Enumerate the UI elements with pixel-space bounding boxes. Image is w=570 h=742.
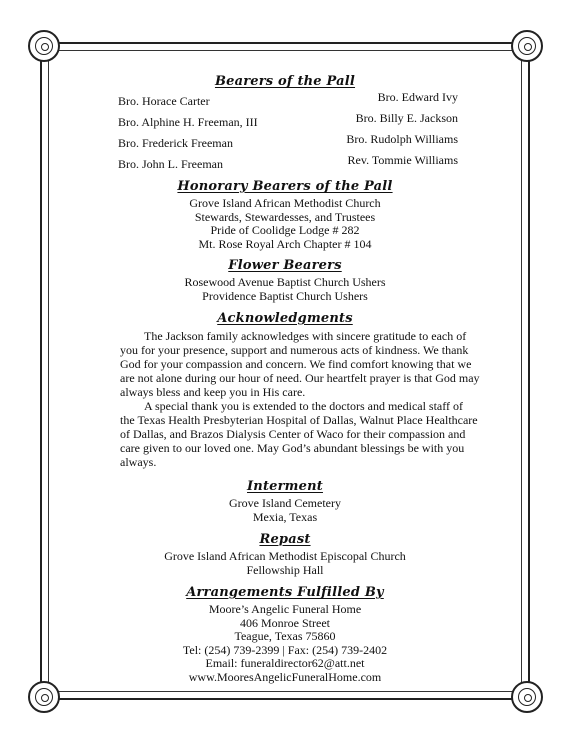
- funeral-home-email[interactable]: Email: funeraldirector62@att.net: [205, 656, 365, 670]
- acknowledgments-paragraph: The Jackson family acknowledges with sincere gratitude to each of you for your presence, support and numerous acts of kindness. We thank God for your compassion and concern. We find comfort knowing that we are not alone during our hour of need. Our heartfelt prayer is that God may always bless and keep you in His care.: [120, 329, 480, 399]
- corner-ornament-icon: [511, 681, 543, 713]
- interment-heading: Interment: [247, 479, 323, 494]
- honorary-heading: Honorary Bearers of the Pall: [177, 179, 393, 194]
- flower-heading: Flower Bearers: [228, 258, 342, 273]
- bearers-heading: Bearers of the Pall: [214, 74, 356, 89]
- bearer-name: Bro. Horace Carter: [118, 94, 210, 108]
- bearer-name: Bro. John L. Freeman: [118, 157, 223, 171]
- funeral-home-name: Moore’s Angelic Funeral Home: [208, 602, 362, 616]
- honorary-line: Grove Island African Methodist Church: [189, 196, 381, 210]
- honorary-line: Mt. Rose Royal Arch Chapter # 104: [198, 236, 372, 251]
- acknowledgments-heading: Acknowledgments: [217, 311, 353, 326]
- repast-line: Fellowship Hall: [246, 562, 324, 577]
- interment-line: Grove Island Cemetery: [229, 496, 341, 510]
- program-page: [56, 74, 514, 684]
- bearers-left-column: [118, 95, 258, 179]
- bearer-name: Bro. Edward Ivy: [377, 90, 458, 104]
- acknowledgments-paragraph: A special thank you is extended to the doctors and medical staff of the Texas Health Presbyterian Hospital of Dallas, Walnut Place Healthcare of Dallas, and Brazos Dialysis Center of Waco for their compassion and care given to our loved one. May God’s abundant blessings be with you always.: [120, 399, 478, 469]
- corner-ornament-icon: [28, 681, 60, 713]
- interment-line: Mexia, Texas: [252, 509, 318, 524]
- honorary-line: Stewards, Stewardesses, and Trustees: [194, 209, 376, 224]
- funeral-home-website[interactable]: www.MooresAngelicFuneralHome.com: [188, 669, 382, 684]
- honorary-line: Pride of Coolidge Lodge # 282: [210, 223, 360, 237]
- funeral-home-city: Teague, Texas 75860: [234, 629, 336, 643]
- flower-line: Rosewood Avenue Baptist Church Ushers: [184, 275, 386, 289]
- bearer-name: Bro. Alphine H. Freeman, III: [118, 115, 258, 129]
- bearer-name: Bro. Billy E. Jackson: [355, 111, 458, 125]
- funeral-home-address: 406 Monroe Street: [240, 615, 330, 630]
- bearer-name: Rev. Tommie Williams: [347, 153, 458, 167]
- bearers-right-column: [346, 90, 458, 175]
- funeral-home-phone: Tel: (254) 739-2399 | Fax: (254) 739-2402: [182, 642, 388, 657]
- bearer-name: Bro. Rudolph Williams: [346, 132, 458, 146]
- bearer-name: Bro. Frederick Freeman: [118, 136, 233, 150]
- corner-ornament-icon: [511, 30, 543, 62]
- flower-line: Providence Baptist Church Ushers: [202, 288, 368, 303]
- repast-line: Grove Island African Methodist Episcopal Church: [164, 549, 406, 563]
- bearers-list: [56, 90, 514, 171]
- repast-heading: Repast: [259, 532, 311, 547]
- corner-ornament-icon: [28, 30, 60, 62]
- arrangements-heading: Arrangements Fulfilled By: [186, 585, 384, 600]
